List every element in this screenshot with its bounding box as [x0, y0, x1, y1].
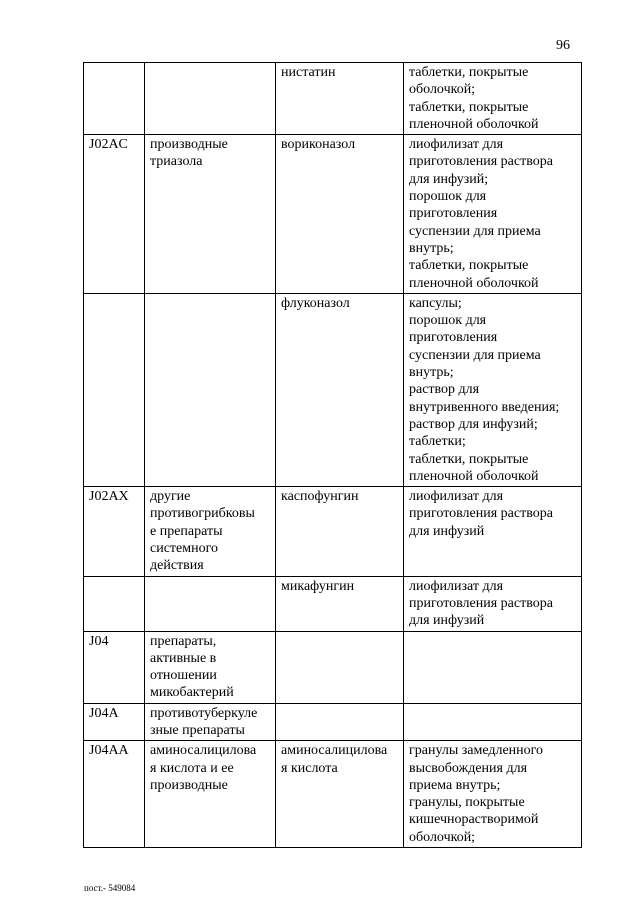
cell-text-line: аминосалицилова [281, 743, 388, 759]
cell-text-line: суспензии для приема [409, 223, 541, 239]
cell-text-line: лиофилизат для [409, 578, 504, 594]
cell-text-line: триазола [150, 154, 203, 170]
drug-name-cell [276, 293, 404, 486]
cell-text-line: внутрь; [409, 365, 454, 381]
dosage-form-cell [404, 487, 582, 576]
cell-text-line: высвобождения для [409, 760, 528, 776]
drug-name-cell [276, 576, 404, 631]
cell-text-line: е препараты [150, 523, 223, 539]
table-row [84, 293, 582, 486]
cell-text-line: таблетки, покрытые [409, 258, 529, 274]
cell-text-line: оболочкой; [409, 82, 476, 98]
cell-text-line: противогрибковы [150, 506, 255, 522]
table-row [84, 135, 582, 294]
dosage-form-cell [404, 135, 582, 294]
page-number: 96 [556, 38, 570, 53]
drug-name-cell [276, 631, 404, 703]
group-cell [145, 703, 276, 741]
cell-text-line: производные [150, 777, 228, 793]
table-row [84, 63, 582, 135]
cell-text-line: приготовления [409, 206, 498, 222]
cell-text-line: отношении [150, 668, 217, 684]
group-cell [145, 631, 276, 703]
cell-text-line: другие [150, 489, 191, 505]
cell-text-line: каспофунгин [281, 489, 359, 505]
footer-doc-id: пост.- 549084 [84, 883, 136, 893]
cell-text-line: капсулы; [409, 295, 462, 311]
drug-name-cell [276, 703, 404, 741]
atc-code-cell [84, 293, 145, 486]
group-cell [145, 741, 276, 848]
cell-text-line: системного [150, 541, 218, 557]
atc-code-cell [84, 487, 145, 576]
cell-text-line: микафунгин [281, 578, 355, 594]
drug-name-cell [276, 135, 404, 294]
table-row [84, 631, 582, 703]
cell-text-line: для инфузий; [409, 171, 489, 187]
group-cell [145, 293, 276, 486]
group-cell [145, 576, 276, 631]
cell-text-line: раствор для инфузий; [409, 416, 538, 432]
cell-text-line: противотуберкуле [150, 705, 258, 721]
cell-text-line: J02AX [89, 489, 129, 505]
cell-text-line: J04A [89, 705, 119, 721]
cell-text-line: лиофилизат для [409, 489, 504, 505]
dosage-form-cell [404, 631, 582, 703]
cell-text-line: пленочной оболочкой [409, 275, 539, 291]
cell-text-line: таблетки, покрытые [409, 99, 529, 115]
cell-text-line: вориконазол [281, 137, 356, 153]
drug-name-cell [276, 63, 404, 135]
atc-code-cell [84, 703, 145, 741]
cell-text-line: таблетки, покрытые [409, 65, 529, 80]
cell-text-line: внутрь; [409, 240, 454, 256]
cell-text-line: аминосалицилова [150, 743, 257, 759]
cell-text-line: флуконазол [281, 295, 350, 311]
cell-text-line: приготовления раствора [409, 154, 553, 170]
cell-text-line: зные препараты [150, 722, 245, 738]
cell-text-line: препараты, [150, 633, 217, 649]
table-row [84, 741, 582, 848]
cell-text-line: приготовления [409, 330, 498, 346]
cell-text-line: лиофилизат для [409, 137, 504, 153]
cell-text-line: я кислота [281, 760, 338, 776]
cell-text-line: пленочной оболочкой [409, 468, 539, 484]
cell-text-line: приготовления раствора [409, 506, 553, 522]
table-row [84, 576, 582, 631]
cell-text-line: раствор для [409, 382, 480, 398]
atc-code-cell [84, 63, 145, 135]
atc-code-cell [84, 135, 145, 294]
cell-text-line: для инфузий [409, 523, 485, 539]
cell-text-line: порошок для [409, 189, 487, 205]
cell-text-line: нистатин [281, 65, 336, 80]
atc-code-cell [84, 631, 145, 703]
cell-text-line: гранулы замедленного [409, 743, 544, 759]
cell-text-line: J04 [89, 633, 109, 649]
atc-code-cell [84, 576, 145, 631]
cell-text-line: порошок для [409, 313, 487, 329]
table-row [84, 487, 582, 576]
cell-text-line: приготовления раствора [409, 595, 553, 611]
group-cell [145, 63, 276, 135]
dosage-form-cell [404, 576, 582, 631]
group-cell [145, 135, 276, 294]
group-cell [145, 487, 276, 576]
dosage-form-cell [404, 63, 582, 135]
dosage-form-cell [404, 293, 582, 486]
drug-table [83, 62, 582, 848]
cell-text-line: таблетки; [409, 434, 466, 450]
cell-text-line: оболочкой; [409, 829, 476, 845]
cell-text-line: приема внутрь; [409, 777, 501, 793]
cell-text-line: кишечнорастворимой [409, 812, 539, 828]
drug-name-cell [276, 487, 404, 576]
cell-text-line: для инфузий [409, 613, 485, 629]
drug-name-cell [276, 741, 404, 848]
table-body [84, 63, 582, 848]
cell-text-line: гранулы, покрытые [409, 795, 525, 811]
cell-text-line: микобактерий [150, 685, 234, 701]
cell-text-line: J02AC [89, 137, 128, 153]
cell-text-line: производные [150, 137, 228, 153]
cell-text-line: пленочной оболочкой [409, 116, 539, 132]
cell-text-line: я кислота и ее [150, 760, 234, 776]
dosage-form-cell [404, 703, 582, 741]
cell-text-line: суспензии для приема [409, 347, 541, 363]
cell-text-line: таблетки, покрытые [409, 451, 529, 467]
cell-text-line: J04AA [89, 743, 129, 759]
cell-text-line: активные в [150, 650, 217, 666]
atc-code-cell [84, 741, 145, 848]
cell-text-line: внутривенного введения; [409, 399, 560, 415]
dosage-form-cell [404, 741, 582, 848]
table-row [84, 703, 582, 741]
cell-text-line: действия [150, 558, 204, 574]
